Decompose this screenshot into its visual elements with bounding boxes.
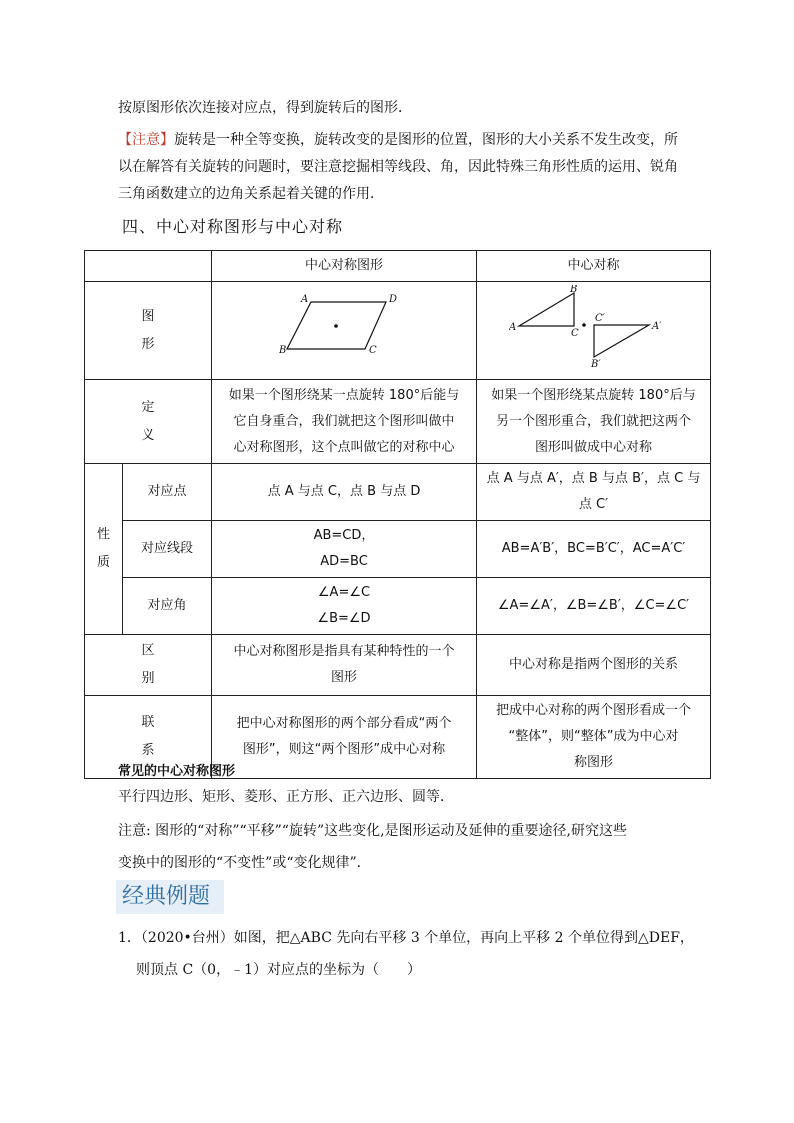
points-col1: 点 A 与点 C，点 B 与点 D [212, 464, 477, 521]
row-label-property: 性 质 [85, 464, 123, 635]
row-label-definition: 定 义 [85, 380, 212, 464]
intro-line: 按原图形依次连接对应点，得到旋转后的图形． [118, 100, 412, 116]
difference-col1: 中心对称图形是指具有某种特性的一个 图形 [212, 635, 477, 696]
segments-col2: AB=A′B′，BC=B′C′，AC=A′C′ [477, 521, 711, 578]
classic-title: 经典例题 [116, 880, 224, 914]
table-row-segments [85, 521, 711, 578]
svg-text:A′: A′ [651, 320, 661, 332]
common-note-1: 注意: 图形的“对称”“平移”“旋转”这些变化,是图形运动及延伸的重要途径,研究这些 [118, 823, 628, 839]
common-title: 常见的中心对称图形 [118, 764, 236, 779]
header-empty [85, 251, 212, 282]
note-line-1 [118, 130, 678, 150]
svg-text:D: D [389, 293, 398, 305]
row-label-figure: 图 形 [85, 282, 212, 380]
table-row-definition [85, 380, 711, 464]
header-col1: 中心对称图形 [212, 251, 477, 282]
note-text-1: 旋转是一种全等变换，旋转改变的是图形的位置，图形的大小关系不发生改变，所 [174, 132, 678, 148]
relation-col1: 把中心对称图形的两个部分看成“两个 图形”，则这“两个图形”成中心对称 [212, 696, 477, 779]
table-row-difference [85, 635, 711, 696]
comparison-table [84, 250, 711, 779]
definition-col1: 如果一个图形绕某一点旋转 180°后能与 它自身重合，我们就把这个图形叫做中 心对称图形，这个点叫做它的对称中心 [212, 380, 477, 464]
note-tag: 【注意】 [118, 132, 174, 148]
label-angles: 对应角 [123, 578, 212, 635]
row-label-difference: 区 别 [85, 635, 212, 696]
triangles-figure [477, 282, 711, 380]
label-points: 对应点 [123, 464, 212, 521]
label-segments: 对应线段 [123, 521, 212, 578]
common-list: 平行四边形、矩形、菱形、正方形、正六边形、圆等． [118, 789, 454, 805]
points-col2: 点 A 与点 A′，点 B 与点 B′，点 C 与 点 C′ [477, 464, 711, 521]
table-row-points [85, 464, 711, 521]
angles-col2: ∠A=∠A′，∠B=∠B′，∠C=∠C′ [477, 578, 711, 635]
note-line-2: 以在解答有关旋转的问题时，要注意挖掘相等线段、角，因此特殊三角形性质的运用、锐角 [118, 159, 678, 175]
svg-text:C′: C′ [594, 312, 605, 324]
header-col2: 中心对称 [477, 251, 711, 282]
section-title: 四、中心对称图形与中心对称 [122, 217, 344, 236]
svg-text:B: B [569, 284, 577, 295]
segments-col1: AB=CD， AD=BC [212, 521, 477, 578]
table-header-row [85, 251, 711, 282]
parallelogram-diagram [279, 291, 409, 361]
question-1-line-1: 1．（2020•台州）如图，把△ABC 先向右平移 3 个单位，再向上平移 2 个单位得到△DEF， [118, 930, 694, 946]
svg-text:C: C [570, 327, 579, 339]
parallelogram-figure [212, 282, 477, 380]
relation-col2: 把成中心对称的两个图形看成一个 “整体”，则“整体”成为中心对 称图形 [477, 696, 711, 779]
angles-col1: ∠A=∠C ∠B=∠D [212, 578, 477, 635]
table-row-angles [85, 578, 711, 635]
difference-col2: 中心对称是指两个图形的关系 [477, 635, 711, 696]
question-1-line-2: 则顶点 C（0，﹣1）对应点的坐标为（ ） [136, 962, 421, 978]
definition-col2: 如果一个图形绕某点旋转 180°后与 另一个图形重合，我们就把这两个 图形叫做成中心对称 [477, 380, 711, 464]
svg-text:A: A [301, 293, 309, 305]
svg-text:A: A [508, 321, 516, 333]
table-row-figure [85, 282, 711, 380]
svg-text:B: B [279, 344, 287, 356]
svg-text:B′: B′ [590, 358, 601, 367]
row-label-relation: 联 系 [85, 696, 212, 779]
triangles-diagram [509, 285, 679, 367]
svg-text:C: C [369, 344, 377, 356]
common-note-2: 变换中的图形的“不变性”或“变化规律”． [118, 855, 371, 871]
note-line-3: 三角函数建立的边角关系起着关键的作用． [118, 186, 384, 202]
